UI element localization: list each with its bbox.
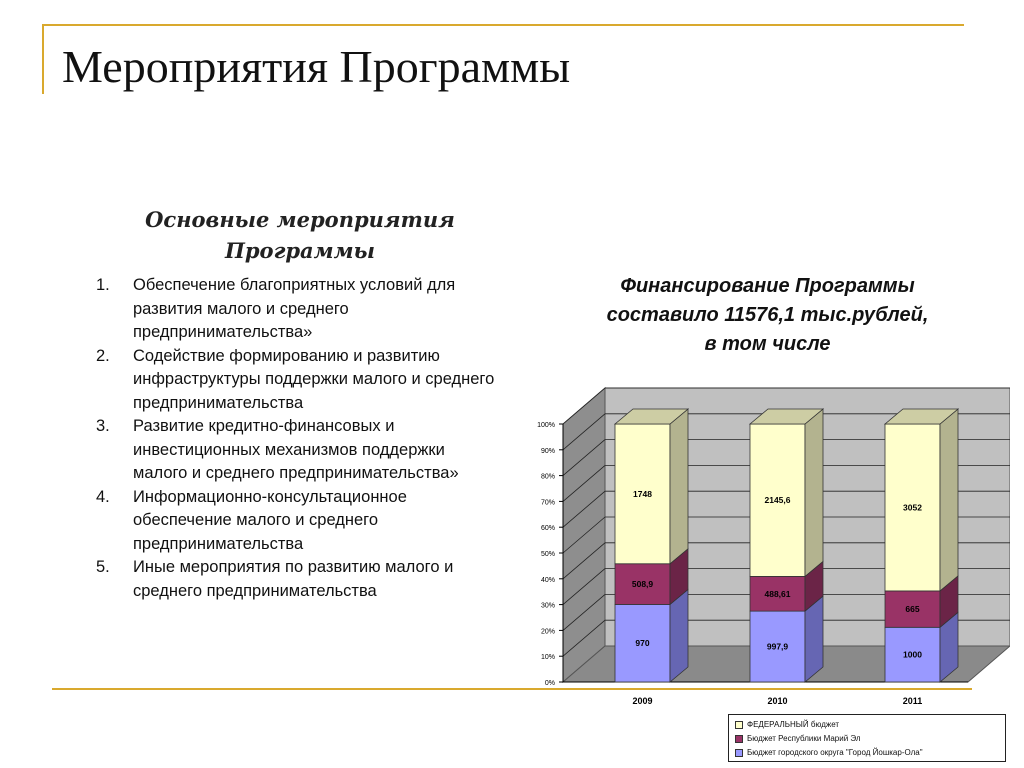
section-heading: Основные мероприятия Программы	[145, 207, 455, 263]
data-label: 1748	[633, 488, 652, 499]
y-tick-label: 50%	[540, 551, 555, 558]
chart-legend	[728, 714, 1006, 762]
item-number: 1.	[96, 276, 110, 294]
financing-summary	[540, 272, 995, 359]
bar-side-city-2009	[670, 589, 688, 682]
x-tick-label: 2011	[902, 696, 923, 706]
list-item	[96, 486, 496, 557]
data-label: 3052	[903, 502, 922, 513]
data-label: 970	[635, 638, 650, 649]
slide-title: Мероприятия Программы	[62, 41, 571, 92]
legend-item	[735, 732, 999, 746]
y-tick-label: 70%	[540, 499, 555, 507]
item-text: Информационно-консультационное обеспечение малого и среднего предпринимательства	[133, 487, 407, 553]
legend-label: Бюджет городского округа "Город Йошкар-Ола"	[747, 748, 923, 757]
y-tick-label: 30%	[540, 602, 555, 610]
y-tick-label: 90%	[540, 447, 555, 455]
financing-line-1: Финансирование Программы	[620, 275, 915, 297]
y-tick-label: 0%	[544, 680, 555, 687]
item-number: 4.	[96, 487, 110, 506]
bar-side-federal-2009	[670, 409, 688, 564]
y-tick-label: 80%	[540, 473, 555, 481]
y-tick-label: 20%	[540, 628, 555, 636]
y-tick-label: 10%	[540, 654, 555, 662]
x-tick-label: 2010	[767, 696, 788, 706]
data-label: 508,9	[631, 579, 654, 590]
data-label: 2145,6	[764, 495, 791, 506]
frame-line-top	[42, 24, 964, 26]
list-item	[96, 415, 496, 486]
item-text: Содействие формированию и развитию инфраструктуры поддержки малого и среднего предпринимательства	[133, 346, 495, 412]
y-tick-label: 60%	[540, 525, 555, 533]
item-text: Обеспечение благоприятных условий для развития малого и среднего предпринимательства»	[133, 276, 456, 341]
legend-label: ФЕДЕРАЛЬНЫЙ бюджет	[747, 720, 840, 729]
bar-side-federal-2011	[940, 409, 958, 591]
item-text: Иные мероприятия по развитию малого и среднего предпринимательства	[133, 558, 454, 600]
x-tick-label: 2009	[632, 696, 653, 706]
legend-label: Бюджет Республики Марий Эл	[747, 734, 861, 743]
measures-list	[96, 274, 496, 603]
legend-item	[735, 746, 999, 760]
item-number: 5.	[96, 558, 110, 576]
legend-swatch-city	[735, 749, 743, 757]
item-number: 3.	[96, 417, 110, 435]
y-tick-label: 40%	[540, 576, 555, 584]
item-number: 2.	[96, 346, 110, 365]
funding-chart	[510, 384, 1010, 714]
data-label: 997,9	[766, 641, 789, 652]
data-label: 665	[905, 604, 920, 615]
legend-item	[735, 718, 999, 732]
list-item	[96, 345, 496, 416]
legend-swatch-federal	[735, 721, 743, 729]
frame-line-left	[42, 24, 44, 94]
list-item	[96, 274, 496, 345]
bar-side-federal-2010	[805, 409, 823, 576]
financing-line-2: составило 11576,1 тыс.рублей,	[606, 304, 929, 326]
data-label: 488,61	[764, 588, 791, 599]
list-item	[96, 556, 496, 603]
item-text: Развитие кредитно-финансовых и инвестиционных механизмов поддержки малого и среднего предпринимательства»	[133, 417, 459, 482]
financing-line-3: в том числе	[704, 333, 831, 355]
legend-swatch-republic	[735, 735, 743, 743]
data-label: 1000	[903, 649, 922, 660]
y-tick-label: 100%	[537, 422, 555, 429]
